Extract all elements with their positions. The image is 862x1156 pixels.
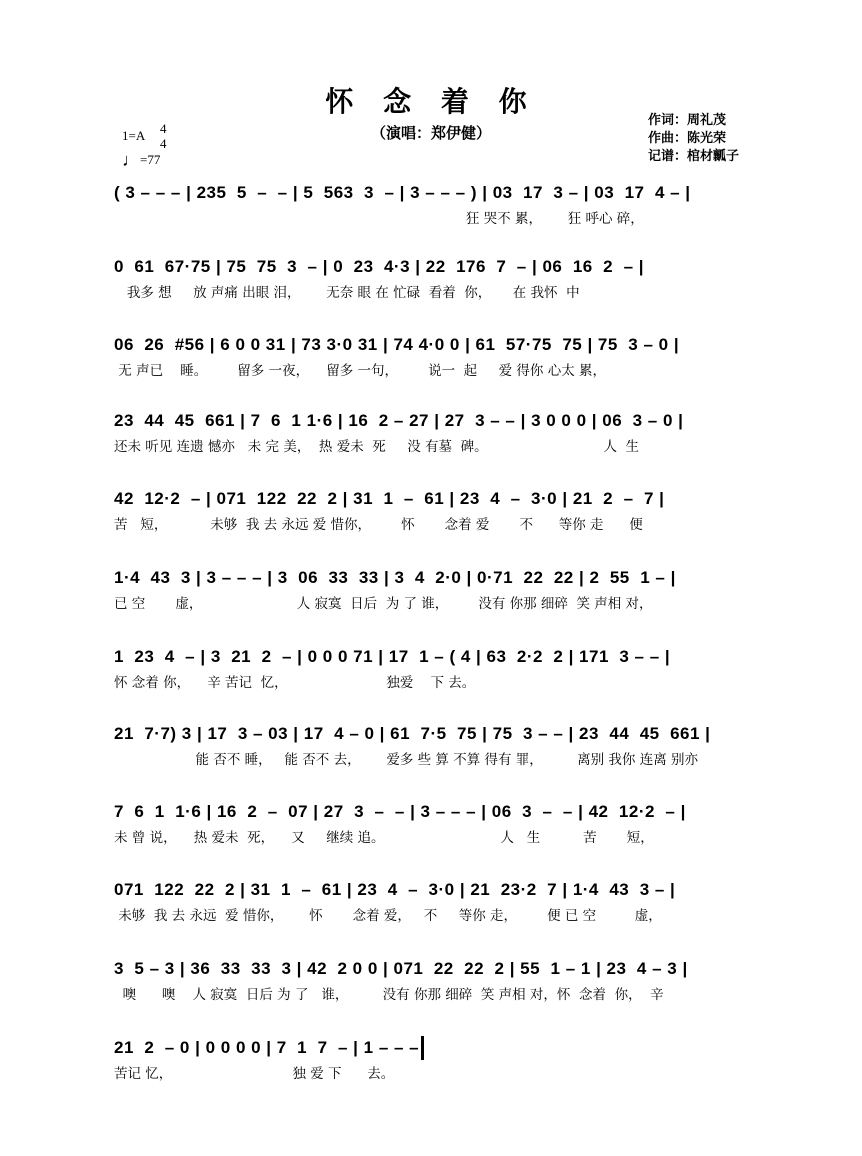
- credits-block: [648, 112, 739, 166]
- score-row: [114, 255, 764, 303]
- final-barline: [421, 1036, 424, 1060]
- lyric-line: 狂 哭不 累， 狂 呼心 碎，: [114, 211, 644, 227]
- singer-line: （演唱：郑伊健）: [370, 124, 491, 142]
- score-row: [114, 1036, 764, 1084]
- time-signature-bottom: 4: [160, 136, 167, 151]
- quarter-note-icon: ♩: [122, 150, 140, 170]
- score-row: [114, 409, 764, 457]
- lyric-line: 能 否不 睡， 能 否不 去， 爱多 些 算 不算 得有 罪， 离别 我你 连离 别亦: [114, 752, 698, 768]
- lyric-line: 苦 短， 未够 我 去 永远 爱 惜你， 怀 念着 爱 不 等你 走 便: [114, 517, 643, 533]
- lyric-line: 我多 想 放 声痛 出眼 泪， 无奈 眼 在 忙碌 看着 你， 在 我怀 中: [114, 285, 580, 301]
- lyric-line: 苦记 忆， 独 爱 下 去。: [114, 1066, 395, 1082]
- key-signature: 1=A: [122, 128, 146, 143]
- lyric-line: 已 空 虚， 人 寂寞 日后 为 了 谁， 没有 你那 细碎 笑 声相 对，: [114, 596, 653, 612]
- notation-line: 42 12·2 – | 071 122 22 2 | 31 1 – 61 | 23 4 – 3·0 | 21 2 – 7 |: [114, 489, 665, 508]
- notation-line: 06 26 #56 | 6 0 0 31 | 73 3·0 31 | 74 4·0 0 | 61 57·75 75 | 75 3 – 0 |: [114, 335, 680, 354]
- score-row: [114, 645, 764, 693]
- notation-line: 23 44 45 661 | 7 6 1 1·6 | 16 2 – 27 | 27 3 – – | 3 0 0 0 | 06 3 – 0 |: [114, 411, 684, 430]
- tempo-marking: [122, 150, 160, 171]
- song-title: 怀 念 着 你: [325, 85, 537, 118]
- score-row: [114, 333, 764, 381]
- score-row: [114, 878, 764, 926]
- notation-line: 071 122 22 2 | 31 1 – 61 | 23 4 – 3·0 | 21 23·2 7 | 1·4 43 3 – |: [114, 880, 676, 899]
- composer-credit: 作曲：陈光荣: [648, 131, 727, 146]
- lyric-line: 怀 念着 你， 辛 苦记 忆， 独爱 下 去。: [114, 675, 476, 691]
- score-row: [114, 566, 764, 614]
- lyric-line: 未够 我 去 永远 爱 惜你， 怀 念着 爱， 不 等你 走， 便 已 空 虚，: [114, 908, 662, 924]
- score-row: [114, 487, 764, 535]
- transcriber-credit: 记谱：棺材瓤子: [648, 149, 740, 164]
- notation-line: 0 61 67·75 | 75 75 3 – | 0 23 4·3 | 22 176 7 – | 06 16 2 – |: [114, 257, 645, 276]
- notation-line: 1·4 43 3 | 3 – – – | 3 06 33 33 | 3 4 2·0 | 0·71 22 22 | 2 55 1 – |: [114, 568, 676, 587]
- lyricist-credit: 作词：周礼茂: [648, 113, 727, 128]
- lyric-line: 无 声已 睡。 留多 一夜， 留多 一句， 说一 起 爱 得你 心太 累，: [114, 363, 606, 379]
- final-notation: 21 2 – 0 | 0 0 0 0 | 7 1 7 – | 1 – – –: [114, 1038, 420, 1057]
- score-row: [114, 957, 764, 1005]
- time-signature-top: 4: [160, 121, 167, 136]
- notation-line: ( 3 – – – | 235 5 – – | 5 563 3 – | 3 – – – ) | 03 17 3 – | 03 17 4 – |: [114, 183, 691, 202]
- lyric-line: 还未 听见 连遗 憾亦 未 完 美， 热 爱未 死 没 有墓 碑。 人 生: [114, 439, 640, 455]
- time-signature: [160, 121, 167, 151]
- notation-line: 3 5 – 3 | 36 33 33 3 | 42 2 0 0 | 071 22 22 2 | 55 1 – 1 | 23 4 – 3 |: [114, 959, 688, 978]
- score-row: [114, 722, 764, 770]
- score-row: [114, 800, 764, 848]
- score-row: [114, 181, 764, 229]
- notation-line: 21 7·7) 3 | 17 3 – 03 | 17 4 – 0 | 61 7·5 75 | 75 3 – – | 23 44 45 661 |: [114, 724, 711, 743]
- notation-line: 1 23 4 – | 3 21 2 – | 0 0 0 71 | 17 1 – ( 4 | 63 2·2 2 | 171 3 – – |: [114, 647, 671, 666]
- lyric-line: 未 曾 说， 热 爱未 死， 又 继续 追。 人 生 苦 短，: [114, 830, 654, 846]
- notation-line: [114, 1036, 764, 1060]
- tempo-value: =77: [140, 152, 161, 167]
- notation-line: 7 6 1 1·6 | 16 2 – 07 | 27 3 – – | 3 – – – | 06 3 – – | 42 12·2 – |: [114, 802, 686, 821]
- lyric-line: 噢 噢 人 寂寞 日后 为 了 谁， 没有 你那 细碎 笑 声相 对，怀 念着 你， 辛: [114, 987, 664, 1003]
